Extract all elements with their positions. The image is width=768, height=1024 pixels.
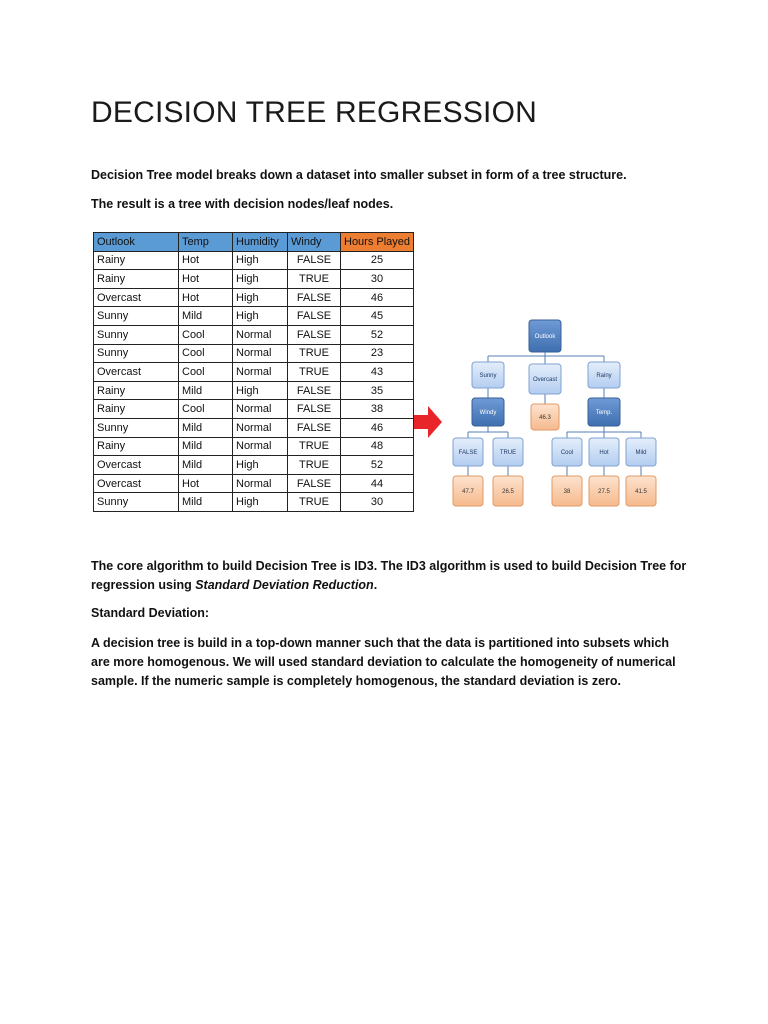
table-row bbox=[94, 344, 414, 363]
mild-node-label: Mild bbox=[635, 450, 647, 456]
header-hours-played: Hours Played bbox=[341, 233, 414, 252]
cell-windy: TRUE bbox=[288, 493, 341, 512]
cell-hours-played: 23 bbox=[341, 344, 414, 363]
cell-hours-played: 44 bbox=[341, 474, 414, 493]
cell-temp: Cool bbox=[179, 400, 233, 419]
leaf-cool-value: 38 bbox=[563, 489, 571, 495]
cell-hours-played: 30 bbox=[341, 270, 414, 289]
overcast-leaf-value: 46.3 bbox=[539, 415, 551, 421]
std-dev-paragraph: A decision tree is build in a top-down manner such that the data is partitioned into subsets which are more homogenous. We will used standard deviation to calculate the homogeneity of numerical sample. If the numeric sample is completely homogenous, the standard deviation is zero. bbox=[91, 636, 676, 688]
cell-temp: Cool bbox=[179, 325, 233, 344]
windy-node-label: Windy bbox=[479, 410, 497, 416]
cell-humidity: Normal bbox=[233, 400, 288, 419]
leaf-false-value: 47.7 bbox=[462, 489, 474, 495]
sunny-node-label: Sunny bbox=[479, 373, 497, 379]
cell-temp: Mild bbox=[179, 437, 233, 456]
cell-humidity: High bbox=[233, 381, 288, 400]
cell-hours-played: 52 bbox=[341, 456, 414, 475]
dataset-table bbox=[93, 232, 414, 512]
cell-temp: Mild bbox=[179, 456, 233, 475]
table-row bbox=[94, 456, 414, 475]
cell-humidity: High bbox=[233, 288, 288, 307]
cell-humidity: High bbox=[233, 493, 288, 512]
header-outlook: Outlook bbox=[94, 233, 179, 252]
cell-outlook: Rainy bbox=[94, 437, 179, 456]
cool-node-label: Cool bbox=[560, 450, 574, 456]
intro-line-1: Decision Tree model breaks down a dataset into smaller subset in form of a tree structure. bbox=[91, 168, 627, 182]
cell-outlook: Sunny bbox=[94, 344, 179, 363]
header-temp: Temp bbox=[179, 233, 233, 252]
cell-windy: FALSE bbox=[288, 474, 341, 493]
cell-hours-played: 43 bbox=[341, 363, 414, 382]
cell-outlook: Overcast bbox=[94, 456, 179, 475]
header-windy: Windy bbox=[288, 233, 341, 252]
table-row bbox=[94, 288, 414, 307]
cell-humidity: Normal bbox=[233, 344, 288, 363]
cell-hours-played: 30 bbox=[341, 493, 414, 512]
cell-windy: TRUE bbox=[288, 270, 341, 289]
cell-humidity: Normal bbox=[233, 437, 288, 456]
cell-temp: Mild bbox=[179, 307, 233, 326]
cell-outlook: Overcast bbox=[94, 474, 179, 493]
hot-node-label: Hot bbox=[599, 450, 609, 456]
cell-humidity: High bbox=[233, 270, 288, 289]
cell-hours-played: 35 bbox=[341, 381, 414, 400]
cell-windy: TRUE bbox=[288, 344, 341, 363]
algorithm-text-end: . bbox=[373, 578, 378, 592]
table-row bbox=[94, 307, 414, 326]
cell-temp: Hot bbox=[179, 251, 233, 270]
cell-windy: TRUE bbox=[288, 456, 341, 475]
cell-hours-played: 46 bbox=[341, 418, 414, 437]
cell-humidity: High bbox=[233, 456, 288, 475]
cell-outlook: Rainy bbox=[94, 381, 179, 400]
arrow-icon bbox=[414, 406, 442, 438]
cell-outlook: Rainy bbox=[94, 270, 179, 289]
table-row bbox=[94, 493, 414, 512]
cell-humidity: Normal bbox=[233, 474, 288, 493]
cell-windy: FALSE bbox=[288, 418, 341, 437]
cell-outlook: Overcast bbox=[94, 288, 179, 307]
table-row bbox=[94, 418, 414, 437]
table-row bbox=[94, 400, 414, 419]
cell-windy: TRUE bbox=[288, 437, 341, 456]
leaf-true-value: 26.5 bbox=[502, 489, 514, 495]
cell-outlook: Rainy bbox=[94, 400, 179, 419]
cell-outlook: Sunny bbox=[94, 418, 179, 437]
table-row bbox=[94, 381, 414, 400]
cell-temp: Mild bbox=[179, 493, 233, 512]
table-row bbox=[94, 270, 414, 289]
cell-humidity: Normal bbox=[233, 325, 288, 344]
table-row bbox=[94, 251, 414, 270]
cell-temp: Hot bbox=[179, 474, 233, 493]
cell-windy: FALSE bbox=[288, 288, 341, 307]
cell-windy: FALSE bbox=[288, 400, 341, 419]
cell-humidity: Normal bbox=[233, 418, 288, 437]
page-title: DECISION TREE REGRESSION bbox=[91, 96, 537, 129]
std-dev-heading: Standard Deviation: bbox=[91, 606, 210, 620]
cell-temp: Hot bbox=[179, 270, 233, 289]
cell-outlook: Sunny bbox=[94, 325, 179, 344]
cell-hours-played: 45 bbox=[341, 307, 414, 326]
leaf-mild-value: 41.5 bbox=[635, 489, 647, 495]
overcast-node-label: Overcast bbox=[532, 377, 558, 383]
table-body bbox=[94, 251, 414, 511]
header-humidity: Humidity bbox=[233, 233, 288, 252]
sdr-emphasis: Standard Deviation Reduction bbox=[195, 578, 374, 592]
algorithm-text: The core algorithm to build Decision Tree is ID3. The ID3 algorithm is used to build Decision Tree for regression using bbox=[91, 559, 687, 592]
cell-windy: FALSE bbox=[288, 251, 341, 270]
cell-hours-played: 52 bbox=[341, 325, 414, 344]
temp-node-label: Temp. bbox=[595, 410, 613, 416]
cell-windy: FALSE bbox=[288, 325, 341, 344]
cell-temp: Mild bbox=[179, 418, 233, 437]
decision-tree-diagram bbox=[410, 300, 680, 530]
rainy-node-label: Rainy bbox=[596, 373, 612, 379]
root-node-label: Outlook bbox=[534, 334, 556, 340]
cell-hours-played: 48 bbox=[341, 437, 414, 456]
cell-hours-played: 25 bbox=[341, 251, 414, 270]
cell-humidity: Normal bbox=[233, 363, 288, 382]
algorithm-paragraph bbox=[91, 557, 691, 595]
leaf-hot-value: 27.5 bbox=[598, 489, 610, 495]
table-header-row bbox=[94, 233, 414, 252]
cell-humidity: High bbox=[233, 307, 288, 326]
cell-outlook: Sunny bbox=[94, 493, 179, 512]
cell-windy: FALSE bbox=[288, 381, 341, 400]
cell-outlook: Sunny bbox=[94, 307, 179, 326]
cell-temp: Cool bbox=[179, 344, 233, 363]
cell-humidity: High bbox=[233, 251, 288, 270]
cell-windy: TRUE bbox=[288, 363, 341, 382]
table-row bbox=[94, 325, 414, 344]
table-row bbox=[94, 363, 414, 382]
cell-outlook: Rainy bbox=[94, 251, 179, 270]
true-node-label: TRUE bbox=[499, 450, 517, 456]
intro-line-2: The result is a tree with decision nodes/leaf nodes. bbox=[91, 197, 394, 211]
cell-temp: Cool bbox=[179, 363, 233, 382]
table-row bbox=[94, 474, 414, 493]
cell-temp: Mild bbox=[179, 381, 233, 400]
cell-outlook: Overcast bbox=[94, 363, 179, 382]
table-row bbox=[94, 437, 414, 456]
cell-hours-played: 38 bbox=[341, 400, 414, 419]
false-node-label: FALSE bbox=[458, 450, 478, 456]
cell-hours-played: 46 bbox=[341, 288, 414, 307]
cell-temp: Hot bbox=[179, 288, 233, 307]
cell-windy: FALSE bbox=[288, 307, 341, 326]
